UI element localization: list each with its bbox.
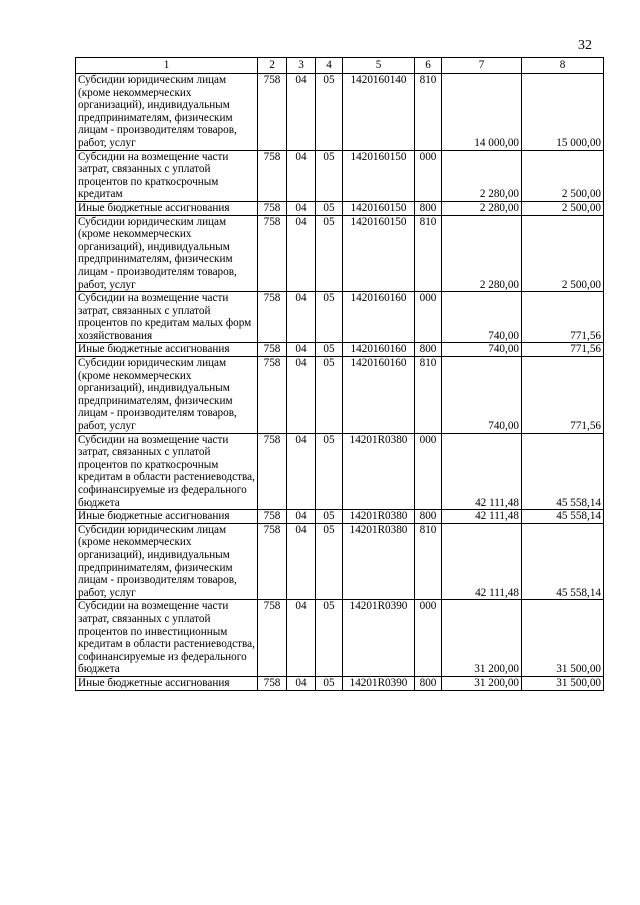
row-code-subsection: 05 (316, 292, 343, 343)
row-code-subsection: 05 (316, 676, 343, 690)
row-amount-col7: 14 000,00 (442, 74, 522, 151)
table-row (76, 600, 604, 677)
table-row (76, 433, 604, 510)
row-code-section: 04 (287, 215, 316, 292)
row-code-section: 04 (287, 600, 316, 677)
row-amount-col8: 2 500,00 (522, 201, 604, 215)
row-name: Иные бюджетные ассигнования (76, 676, 258, 690)
row-code-subsection: 05 (316, 523, 343, 600)
row-code-section: 04 (287, 343, 316, 357)
row-code-section: 04 (287, 510, 316, 524)
table-row (76, 292, 604, 343)
row-code-subsection: 05 (316, 201, 343, 215)
row-name: Иные бюджетные ассигнования (76, 510, 258, 524)
row-amount-col8: 45 558,14 (522, 523, 604, 600)
row-amount-col7: 2 280,00 (442, 150, 522, 201)
row-amount-col8: 771,56 (522, 292, 604, 343)
row-code-section: 04 (287, 150, 316, 201)
row-name: Субсидии на возмещение части затрат, связанных с уплатой процентов по краткосрочным кредитам (76, 150, 258, 201)
row-amount-col7: 31 200,00 (442, 600, 522, 677)
row-code-grbs: 758 (258, 357, 287, 434)
table-row (76, 357, 604, 434)
row-code-target: 14201R0380 (343, 510, 415, 524)
column-header: 6 (415, 58, 442, 74)
row-name: Субсидии юридическим лицам (кроме некоммерческих организаций), индивидуальным предпринимателям, физическим лицам - производителям товаров, работ, услуг (76, 215, 258, 292)
row-amount-col7: 2 280,00 (442, 215, 522, 292)
row-code-grbs: 758 (258, 523, 287, 600)
row-amount-col8: 15 000,00 (522, 74, 604, 151)
row-amount-col8: 45 558,14 (522, 510, 604, 524)
table-row (76, 343, 604, 357)
column-header: 3 (287, 58, 316, 74)
row-code-subsection: 05 (316, 600, 343, 677)
row-code-type: 800 (415, 201, 442, 215)
row-name: Субсидии юридическим лицам (кроме некоммерческих организаций), индивидуальным предпринимателям, физическим лицам - производителям товаров, работ, услуг (76, 74, 258, 151)
row-amount-col7: 42 111,48 (442, 510, 522, 524)
row-code-subsection: 05 (316, 433, 343, 510)
row-code-subsection: 05 (316, 343, 343, 357)
column-header: 8 (522, 58, 604, 74)
row-code-target: 1420160140 (343, 74, 415, 151)
table-row (76, 676, 604, 690)
row-code-target: 14201R0390 (343, 600, 415, 677)
row-code-type: 800 (415, 343, 442, 357)
table-row (76, 523, 604, 600)
row-code-subsection: 05 (316, 510, 343, 524)
row-name: Субсидии юридическим лицам (кроме некоммерческих организаций), индивидуальным предпринимателям, физическим лицам - производителям товаров, работ, услуг (76, 523, 258, 600)
row-code-subsection: 05 (316, 74, 343, 151)
row-amount-col7: 740,00 (442, 292, 522, 343)
row-amount-col8: 771,56 (522, 357, 604, 434)
row-code-section: 04 (287, 433, 316, 510)
column-header: 5 (343, 58, 415, 74)
row-code-grbs: 758 (258, 510, 287, 524)
row-code-section: 04 (287, 357, 316, 434)
row-code-section: 04 (287, 201, 316, 215)
row-code-grbs: 758 (258, 201, 287, 215)
row-name: Субсидии юридическим лицам (кроме некоммерческих организаций), индивидуальным предпринимателям, физическим лицам - производителям товаров, работ, услуг (76, 357, 258, 434)
row-code-target: 1420160150 (343, 150, 415, 201)
row-code-type: 800 (415, 676, 442, 690)
row-amount-col8: 771,56 (522, 343, 604, 357)
row-code-type: 810 (415, 357, 442, 434)
row-code-type: 800 (415, 510, 442, 524)
row-code-target: 1420160160 (343, 343, 415, 357)
row-code-grbs: 758 (258, 215, 287, 292)
row-amount-col8: 45 558,14 (522, 433, 604, 510)
row-code-grbs: 758 (258, 600, 287, 677)
row-name: Иные бюджетные ассигнования (76, 201, 258, 215)
row-code-target: 1420160160 (343, 357, 415, 434)
page-number: 32 (578, 38, 592, 53)
row-amount-col7: 2 280,00 (442, 201, 522, 215)
row-code-section: 04 (287, 676, 316, 690)
row-code-target: 1420160150 (343, 215, 415, 292)
row-name: Субсидии на возмещение части затрат, связанных с уплатой процентов по краткосрочным кредитам в области растениеводства, софинансируемые из федерального бюджета (76, 433, 258, 510)
row-code-grbs: 758 (258, 292, 287, 343)
column-header: 7 (442, 58, 522, 74)
row-code-type: 000 (415, 433, 442, 510)
row-name: Иные бюджетные ассигнования (76, 343, 258, 357)
row-amount-col8: 2 500,00 (522, 215, 604, 292)
header-row (76, 58, 604, 74)
row-name: Субсидии на возмещение части затрат, связанных с уплатой процентов по инвестиционным кредитам в области растениеводства, софинансируемые из федерального бюджета (76, 600, 258, 677)
row-code-section: 04 (287, 74, 316, 151)
row-name: Субсидии на возмещение части затрат, связанных с уплатой процентов по кредитам малых форм хозяйствования (76, 292, 258, 343)
row-code-subsection: 05 (316, 357, 343, 434)
table-row (76, 201, 604, 215)
row-code-target: 14201R0380 (343, 433, 415, 510)
column-header: 1 (76, 58, 258, 74)
row-code-type: 000 (415, 150, 442, 201)
row-amount-col8: 31 500,00 (522, 676, 604, 690)
row-code-type: 810 (415, 523, 442, 600)
table-row (76, 150, 604, 201)
table-row (76, 510, 604, 524)
row-code-grbs: 758 (258, 74, 287, 151)
row-code-type: 810 (415, 215, 442, 292)
row-code-subsection: 05 (316, 215, 343, 292)
row-amount-col7: 42 111,48 (442, 523, 522, 600)
row-amount-col8: 2 500,00 (522, 150, 604, 201)
row-code-grbs: 758 (258, 150, 287, 201)
row-code-target: 1420160150 (343, 201, 415, 215)
table-row (76, 74, 604, 151)
row-amount-col7: 42 111,48 (442, 433, 522, 510)
row-code-target: 14201R0390 (343, 676, 415, 690)
row-amount-col8: 31 500,00 (522, 600, 604, 677)
row-code-section: 04 (287, 523, 316, 600)
row-code-type: 000 (415, 292, 442, 343)
row-code-type: 810 (415, 74, 442, 151)
row-code-target: 1420160160 (343, 292, 415, 343)
row-code-grbs: 758 (258, 676, 287, 690)
row-amount-col7: 740,00 (442, 343, 522, 357)
table-row (76, 215, 604, 292)
row-code-grbs: 758 (258, 433, 287, 510)
row-code-target: 14201R0380 (343, 523, 415, 600)
column-header: 4 (316, 58, 343, 74)
row-code-subsection: 05 (316, 150, 343, 201)
row-code-grbs: 758 (258, 343, 287, 357)
row-code-type: 000 (415, 600, 442, 677)
row-amount-col7: 31 200,00 (442, 676, 522, 690)
column-header: 2 (258, 58, 287, 74)
row-code-section: 04 (287, 292, 316, 343)
row-amount-col7: 740,00 (442, 357, 522, 434)
budget-table (75, 57, 604, 691)
